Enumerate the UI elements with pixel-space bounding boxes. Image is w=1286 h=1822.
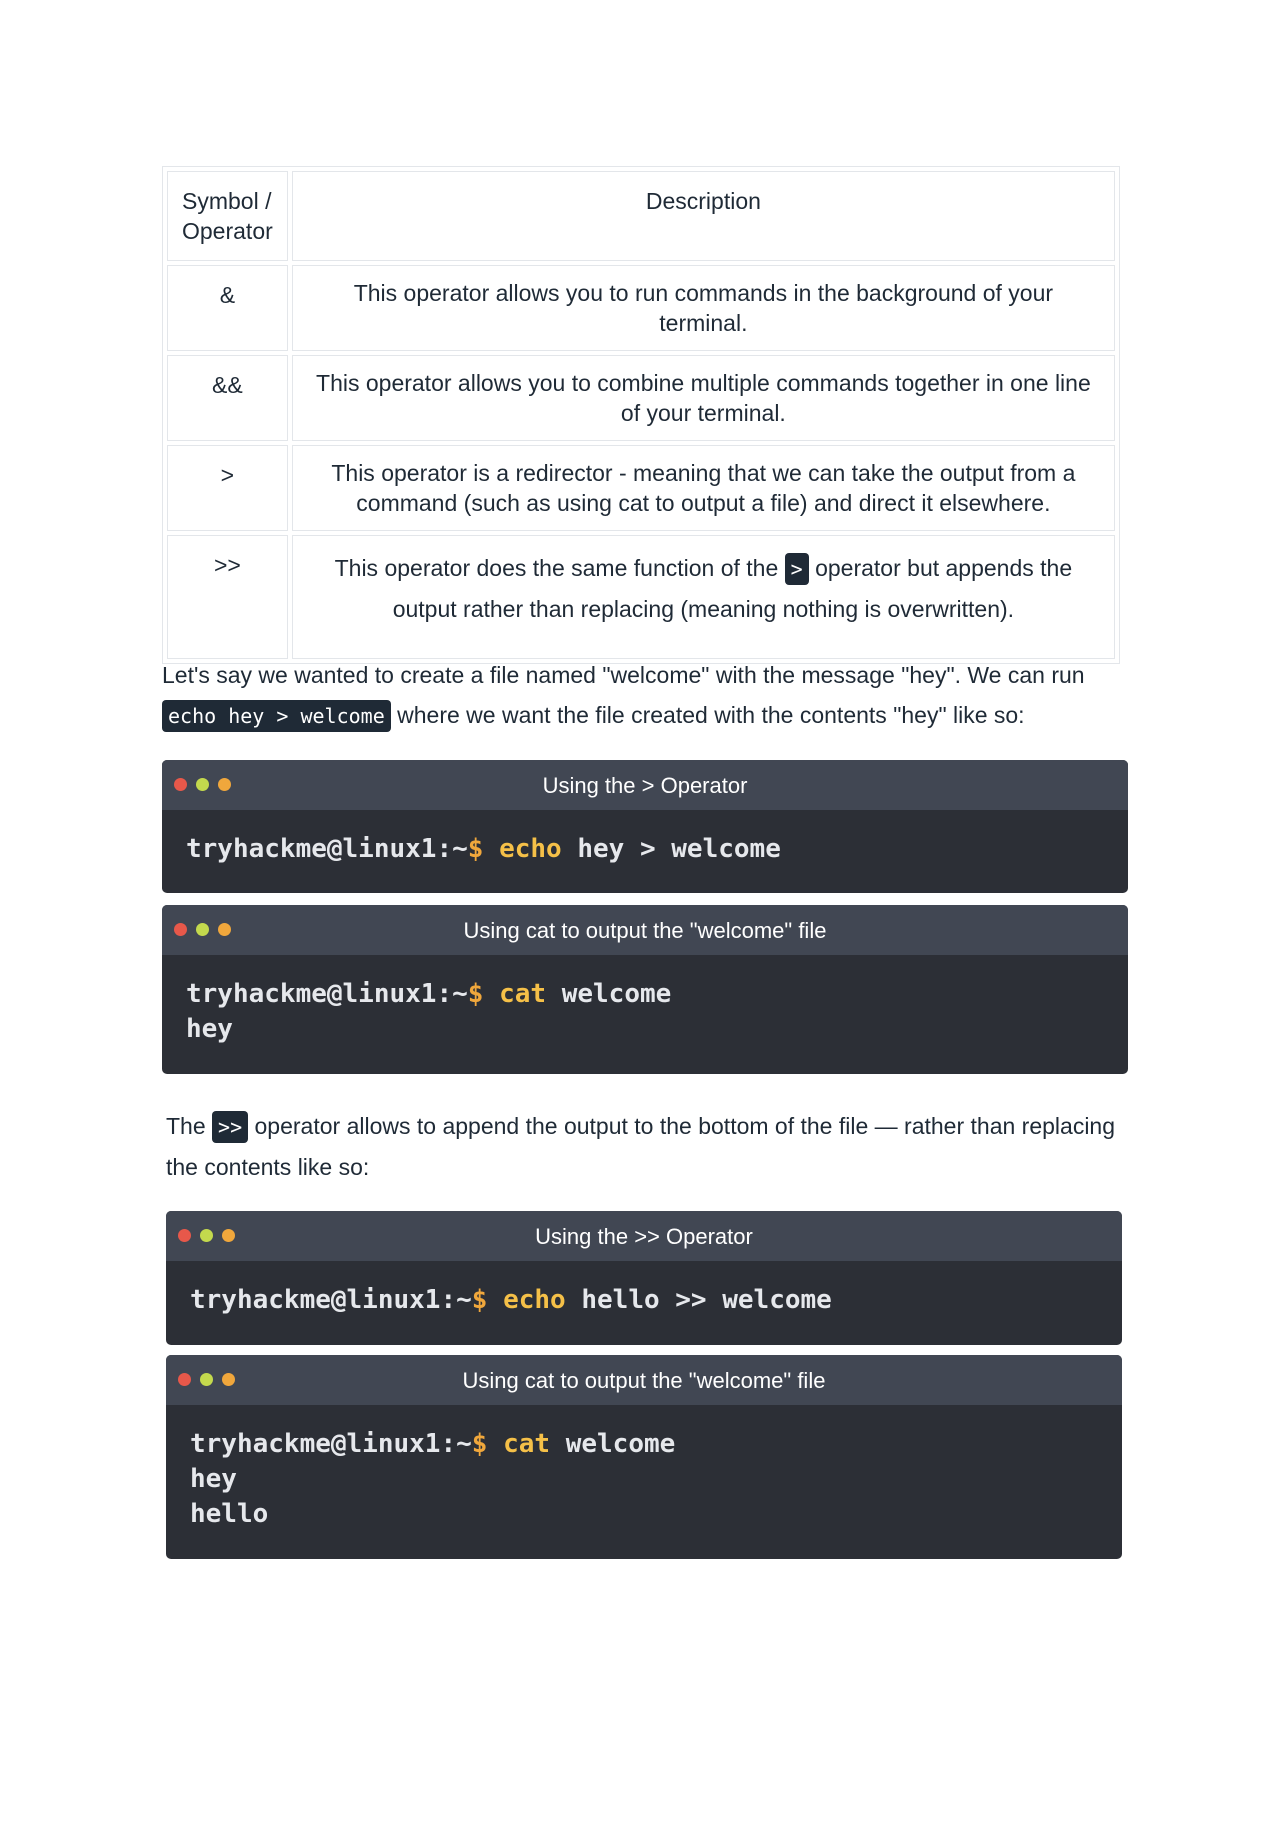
terminal-title-bar [166,1211,1122,1261]
terminal-title: Using cat to output the "welcome" file [463,918,827,943]
inline-code: >> [212,1111,248,1143]
terminal-body [162,955,1128,1047]
terminal-title-bar [162,760,1128,810]
terminal-body [166,1405,1122,1532]
header-symbol: Symbol / Operator [167,171,288,261]
symbol-cell: >> [167,535,288,659]
terminal-title: Using the > Operator [542,773,748,798]
paragraph-text: The [166,1113,206,1139]
operators-table [162,166,1120,664]
terminal-args: welcome [565,1429,676,1459]
terminal-prompt: tryhackme@linux1:~ [190,1285,472,1315]
prompt-dollar: $ [467,834,484,864]
terminal-body [166,1261,1122,1318]
table-row [167,535,1115,659]
terminal-prompt: tryhackme@linux1:~ [190,1429,472,1459]
prompt-dollar: $ [471,1429,488,1459]
append-paragraph [166,1106,1132,1187]
terminal-command: echo [503,1285,566,1315]
inline-code: > [785,553,809,585]
intro-paragraph [162,655,1102,736]
terminal-body [162,810,1128,867]
paragraph-text: where we want the file created with the contents "hey" like so: [397,702,1025,728]
symbol-cell: & [167,265,288,351]
terminal-prompt: tryhackme@linux1:~ [186,979,468,1009]
terminal-output-line: hello [190,1499,269,1529]
terminal-window [166,1211,1122,1345]
inline-code: echo hey > welcome [162,700,391,732]
terminal-window [166,1355,1122,1559]
table-row [167,445,1115,531]
terminal-command: cat [503,1429,551,1459]
table-header-row [167,171,1115,261]
terminal-command: cat [499,979,547,1009]
description-text: This operator does the same function of the [334,555,779,581]
description-cell: This operator is a redirector - meaning that we can take the output from a command (such as using cat to output a file) and direct it elsewhere. [292,445,1115,531]
terminal-prompt: tryhackme@linux1:~ [186,834,468,864]
symbol-cell: && [167,355,288,441]
terminal-window [162,760,1128,893]
table-row [167,265,1115,351]
table-row [167,355,1115,441]
terminal-title-bar [166,1355,1122,1405]
terminal-title-bar [162,905,1128,955]
description-text: operator but appends the output rather than replacing (meaning nothing is overwritten). [392,555,1073,622]
terminal-command: echo [499,834,562,864]
terminal-window [162,905,1128,1074]
symbol-cell: > [167,445,288,531]
terminal-title: Using the >> Operator [535,1224,753,1249]
terminal-args: welcome [561,979,672,1009]
paragraph-text: operator allows to append the output to the bottom of the file — rather than replacing the contents like so: [166,1113,1116,1180]
description-cell: This operator allows you to combine multiple commands together in one line of your terminal. [292,355,1115,441]
terminal-args: hello >> welcome [581,1285,832,1315]
terminal-output-line: hey [186,1014,233,1044]
prompt-dollar: $ [467,979,484,1009]
terminal-args: hey > welcome [577,834,781,864]
terminal-title: Using cat to output the "welcome" file [462,1368,826,1393]
description-cell [292,535,1115,659]
prompt-dollar: $ [471,1285,488,1315]
terminal-output-line: hey [190,1464,237,1494]
header-description: Description [292,171,1115,261]
description-cell: This operator allows you to run commands in the background of your terminal. [292,265,1115,351]
paragraph-text: Let's say we wanted to create a file named "welcome" with the message "hey". We can run [162,662,1085,688]
